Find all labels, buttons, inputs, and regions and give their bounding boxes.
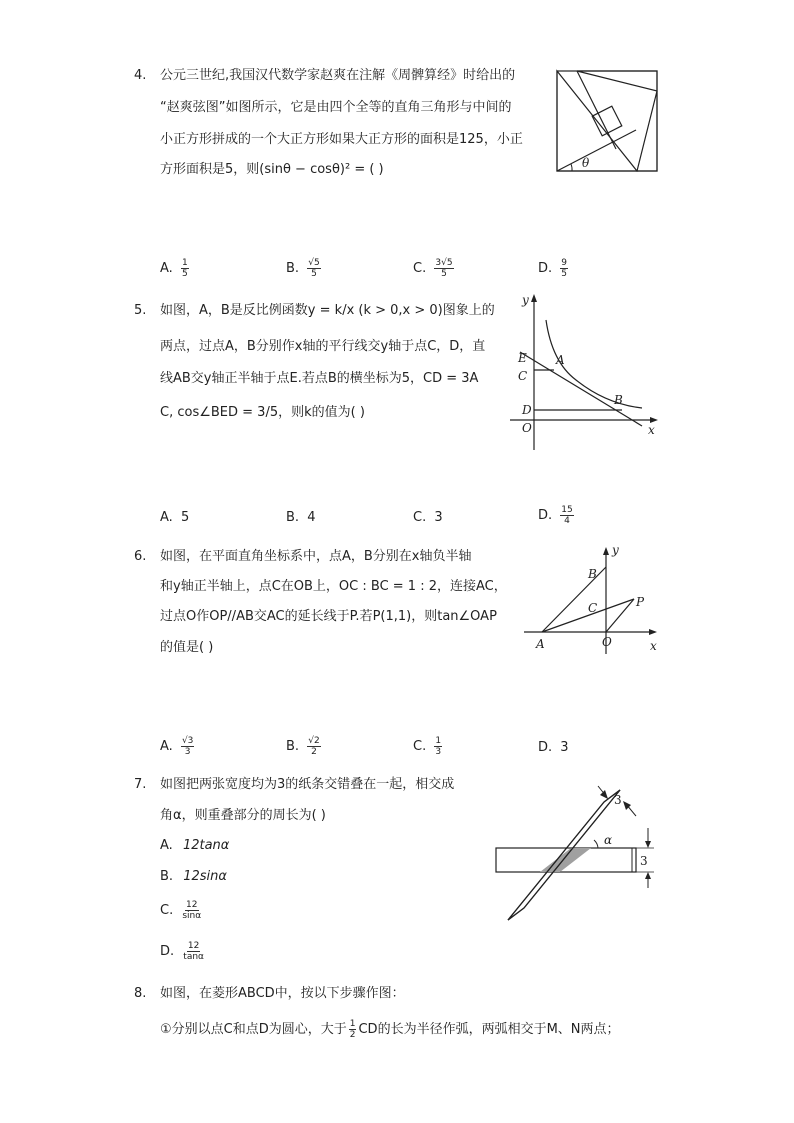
q5-label-y: y xyxy=(522,293,529,307)
q7-alpha-label: α xyxy=(604,833,613,847)
q8-step-post: CD的长为半径作弧，两弧相交于M、N两点； xyxy=(358,1022,620,1037)
q5-label-b: B xyxy=(614,393,623,407)
q8-step-pre: 分别以点C和点D为圆心，大于 xyxy=(171,1022,347,1037)
q4-option-b-label: B. xyxy=(286,261,300,276)
q5-number: 5. xyxy=(134,303,147,318)
q6-option-b-frac xyxy=(307,736,320,757)
q4-option-c-frac xyxy=(434,258,453,279)
q6-line-1: 如图，在平面直角坐标系中，点A，B分别在x轴负半轴 xyxy=(160,549,472,564)
q6-label-b: B xyxy=(588,567,597,581)
q6-option-c[interactable] xyxy=(413,736,442,757)
q5-option-b[interactable] xyxy=(286,510,315,525)
q6-option-d[interactable] xyxy=(538,740,569,755)
frac-den: 2 xyxy=(311,747,317,757)
q5-line-3: 线AB交y轴正半轴于点E.若点B的横坐标为5，CD = 3A xyxy=(160,371,479,386)
frac-num: √2 xyxy=(308,736,320,746)
q4-option-d-frac xyxy=(560,258,568,279)
q7-option-c[interactable] xyxy=(160,900,202,921)
frac-den: sinα xyxy=(182,911,202,921)
q5-label-d: D xyxy=(522,403,532,417)
q6-line-3: 过点O作OP//AB交AC的延长线于P.若P(1,1)，则tan∠OAP xyxy=(160,609,497,624)
q6-option-a-label: A. xyxy=(160,739,173,754)
q4-option-a-frac xyxy=(181,258,189,279)
q7-option-c-frac xyxy=(181,900,202,921)
q7-width-top-label: 3 xyxy=(614,793,622,807)
q5-option-b-text: 4 xyxy=(307,510,316,525)
q6-option-c-label: C. xyxy=(413,739,427,754)
q5-figure-inverse-function xyxy=(506,292,662,452)
q5-option-a[interactable] xyxy=(160,510,189,525)
q5-option-c-label: C. xyxy=(413,510,427,525)
q5-option-b-label: B. xyxy=(286,510,300,525)
q7-number: 7. xyxy=(134,777,147,792)
q6-label-x: x xyxy=(650,639,657,653)
q4-number: 4. xyxy=(134,68,147,83)
frac-num: 3√5 xyxy=(435,258,453,268)
q8-line-1: 如图，在菱形ABCD中，按以下步骤作图： xyxy=(160,986,405,1001)
q4-option-a-label: A. xyxy=(160,261,173,276)
q7-option-b-text: 12sinα xyxy=(183,869,227,884)
q4-option-b[interactable] xyxy=(286,258,321,279)
frac-den: 5 xyxy=(181,269,188,279)
q6-option-d-label: D. xyxy=(538,740,553,755)
q6-number: 6. xyxy=(134,549,147,564)
q4-line-2: “赵爽弦图”如图所示，它是由四个全等的直角三角形与中间的 xyxy=(160,100,512,115)
q6-line-4: 的值是( ) xyxy=(160,640,214,655)
q6-label-y: y xyxy=(612,543,619,557)
q5-label-o: O xyxy=(522,421,532,435)
frac-den: 5 xyxy=(561,269,568,279)
frac-num: 15 xyxy=(561,505,573,515)
q4-line-3: 小正方形拼成的一个大正方形如果大正方形的面积是125，小正 xyxy=(160,132,523,147)
q5-option-d[interactable] xyxy=(538,505,574,526)
q7-option-d[interactable] xyxy=(160,941,205,962)
q6-line-2: 和y轴正半轴上，点C在OB上，OC : BC = 1 : 2，连接AC， xyxy=(160,579,507,594)
q5-option-c-text: 3 xyxy=(434,510,443,525)
q8-step-mark: ① xyxy=(160,1022,172,1037)
q5-label-e: E xyxy=(518,351,527,365)
q5-option-a-text: 5 xyxy=(180,510,190,525)
frac-num: 1 xyxy=(181,258,188,268)
q6-option-d-text: 3 xyxy=(560,740,569,755)
q4-option-d-label: D. xyxy=(538,261,553,276)
q4-option-b-frac xyxy=(307,258,320,279)
q6-option-b[interactable] xyxy=(286,736,321,757)
q5-option-d-frac xyxy=(560,505,573,526)
q5-line-4: C, cos∠BED = 3/5，则k的值为( ) xyxy=(160,405,365,420)
q7-option-a-text: 12tanα xyxy=(182,838,230,853)
frac-num: 12 xyxy=(187,941,200,951)
q8-step-1 xyxy=(160,1019,620,1040)
frac-den: 3 xyxy=(184,747,191,757)
q4-option-a[interactable] xyxy=(160,258,189,279)
q6-label-p: P xyxy=(636,595,645,609)
q6-option-a-frac xyxy=(181,736,194,757)
q5-label-a: A xyxy=(556,353,565,367)
q7-line-1: 如图把两张宽度均为3的纸条交错叠在一起，相交成 xyxy=(160,777,455,792)
q6-option-c-frac xyxy=(434,736,442,757)
q5-line-2: 两点，过点A，B分别作x轴的平行线交y轴于点C，D，直 xyxy=(160,339,486,354)
q4-option-c[interactable] xyxy=(413,258,454,279)
frac-num: 9 xyxy=(561,258,568,268)
q5-label-x: x xyxy=(648,423,655,437)
frac-den: 4 xyxy=(564,516,570,526)
frac-num: √3 xyxy=(181,736,194,746)
q4-figure-zhaoshuang-diagram xyxy=(556,70,658,172)
q5-line-1: 如图，A，B是反比例函数y = k/x (k > 0,x > 0)图象上的 xyxy=(160,303,495,318)
frac-num: 1 xyxy=(435,736,442,746)
frac-num: 1 xyxy=(349,1019,356,1029)
q5-option-d-label: D. xyxy=(538,508,553,523)
q6-label-a: A xyxy=(536,637,545,651)
q6-option-a[interactable] xyxy=(160,736,194,757)
q4-line-1: 公元三世纪,我国汉代数学家赵爽在注解《周髀算经》时给出的 xyxy=(160,68,516,83)
q8-number: 8. xyxy=(134,986,147,1001)
frac-den: 3 xyxy=(435,747,442,757)
frac-den: 2 xyxy=(349,1030,356,1040)
q8-step-frac xyxy=(349,1019,357,1040)
q7-figure-paper-strips xyxy=(494,780,660,922)
q4-option-c-label: C. xyxy=(413,261,427,276)
q6-option-b-label: B. xyxy=(286,739,300,754)
q6-label-o: O xyxy=(602,635,612,649)
q7-option-a[interactable] xyxy=(160,838,229,853)
q6-label-c: C xyxy=(588,601,598,615)
q7-option-c-label: C. xyxy=(160,903,174,918)
q4-line-4: 方形面积是5，则(sinθ − cosθ)² = ( ) xyxy=(160,162,384,177)
q7-option-a-label: A. xyxy=(160,838,173,853)
q7-option-b[interactable] xyxy=(160,869,227,884)
q7-option-d-frac xyxy=(182,941,205,962)
q7-width-right-label: 3 xyxy=(640,854,648,868)
q4-theta-label: θ xyxy=(582,156,590,170)
frac-num: √5 xyxy=(308,258,320,268)
frac-den: 5 xyxy=(311,269,317,279)
frac-num: 12 xyxy=(186,900,198,910)
q5-option-a-label: A. xyxy=(160,510,173,525)
q5-option-c[interactable] xyxy=(413,510,443,525)
q7-option-b-label: B. xyxy=(160,869,174,884)
q6-figure-coordinate-plane xyxy=(520,542,660,656)
q7-line-2: 角α，则重叠部分的周长为( ) xyxy=(160,808,326,823)
frac-den: 5 xyxy=(441,269,447,279)
q4-option-d[interactable] xyxy=(538,258,568,279)
frac-den: tanα xyxy=(183,952,204,962)
q5-label-c: C xyxy=(518,369,528,383)
q7-option-d-label: D. xyxy=(160,944,175,959)
